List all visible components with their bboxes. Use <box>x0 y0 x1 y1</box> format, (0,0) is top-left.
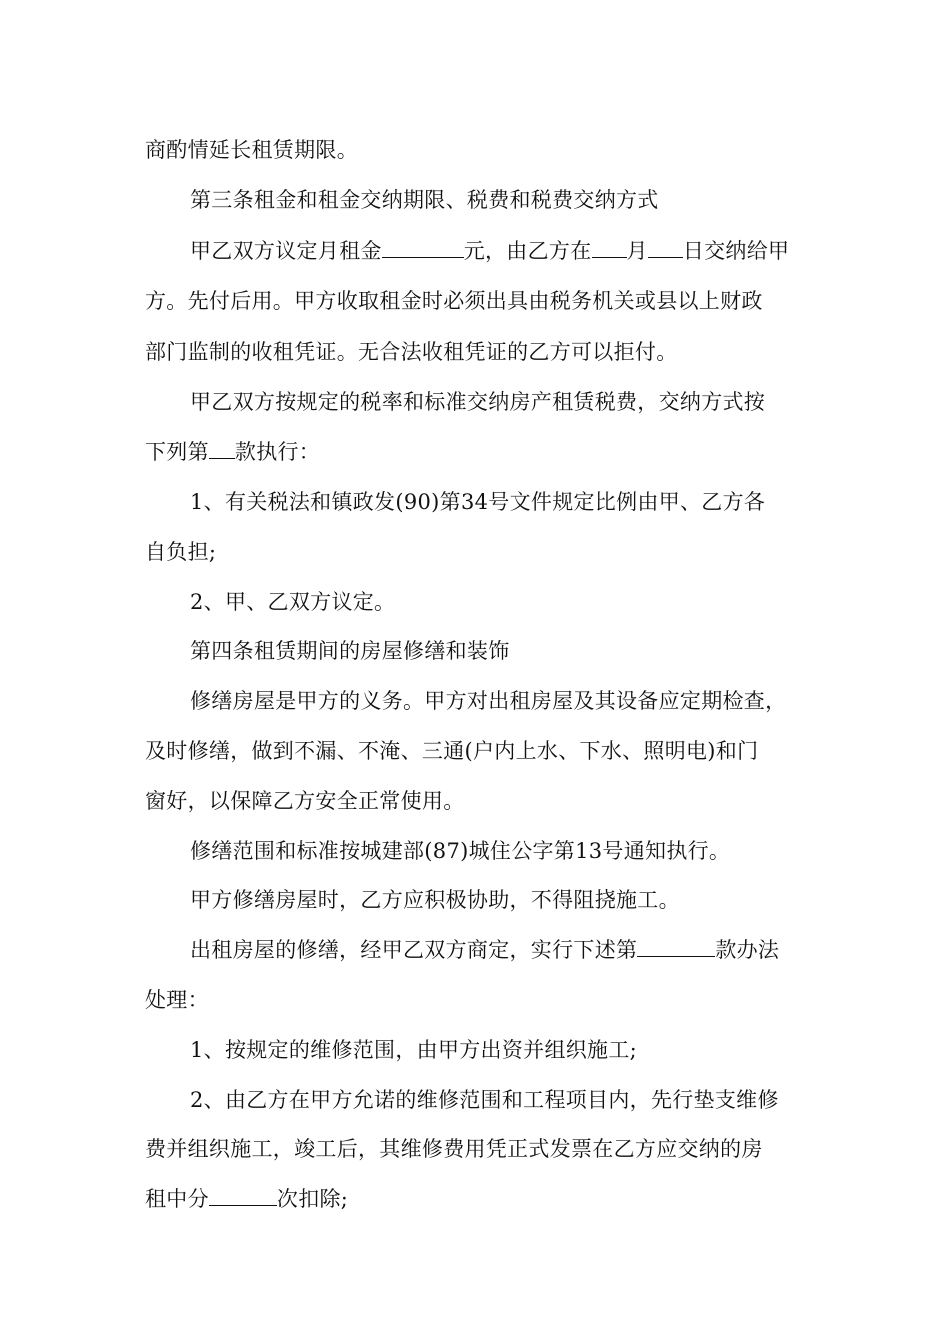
paragraph-line <box>145 1136 763 1162</box>
list-item <box>190 1087 779 1113</box>
fill-in-blank <box>637 938 715 957</box>
line-text: 2、甲、乙双方议定。 <box>190 590 396 614</box>
line-text: 部门监制的收租凭证。无合法收租凭证的乙方可以拒付。 <box>145 340 678 364</box>
paragraph-line <box>145 339 678 365</box>
paragraph-line <box>145 439 320 465</box>
fill-in-blank <box>648 239 683 258</box>
paragraph-line <box>145 788 465 814</box>
line-text: 出租房屋的修缮，经甲乙双方商定，实行下述第 <box>190 938 638 962</box>
line-text: 月 <box>626 239 648 263</box>
line-text: 甲方修缮房屋时，乙方应积极协助，不得阻挠施工。 <box>190 888 680 912</box>
line-text: 窗好，以保障乙方安全正常使用。 <box>145 789 465 813</box>
fill-in-blank <box>382 239 464 258</box>
paragraph-line <box>190 887 680 913</box>
line-text: 款办法 <box>715 938 780 962</box>
line-text: 费并组织施工，竣工后，其维修费用凭正式发票在乙方应交纳的房 <box>145 1137 763 1161</box>
fill-in-blank <box>592 239 627 258</box>
line-text: 次扣除; <box>276 1187 349 1211</box>
line-text: 下列第 <box>145 440 209 464</box>
paragraph-line <box>190 238 789 264</box>
paragraph-line <box>190 389 765 415</box>
section-heading <box>190 187 659 213</box>
heading-text: 第四条租赁期间的房屋修缮和装饰 <box>190 639 510 663</box>
heading-text: 第三条租金和租金交纳期限、税费和税费交纳方式 <box>190 188 659 212</box>
line-text: 商酌情延长租赁期限。 <box>145 138 358 162</box>
line-text: 方。先付后用。甲方收取租金时必须出具由税务机关或县以上财政 <box>145 289 763 313</box>
line-text: 甲乙双方按规定的税率和标准交纳房产租赁税费，交纳方式按 <box>190 390 766 414</box>
line-text: 日交纳给甲 <box>682 239 790 263</box>
paragraph-line <box>145 539 216 565</box>
line-text: 处理： <box>145 988 209 1012</box>
paragraph-line <box>145 288 763 314</box>
list-item <box>190 1037 637 1063</box>
line-text: 及时修缮，做到不漏、不淹、三通(户内上水、下水、照明电)和门 <box>145 739 759 763</box>
line-text: 自负担; <box>145 540 217 564</box>
line-text: 款执行： <box>234 440 321 464</box>
line-text: 1、有关税法和镇政发(90)第34号文件规定比例由甲、乙方各 <box>190 490 766 514</box>
section-heading <box>190 638 510 664</box>
paragraph-line <box>145 987 209 1013</box>
line-text: 甲乙双方议定月租金 <box>190 239 382 263</box>
fill-in-blank <box>209 1187 277 1206</box>
list-item <box>190 589 395 615</box>
paragraph-line <box>145 738 758 764</box>
line-text: 2、由乙方在甲方允诺的维修范围和工程项目内，先行垫支维修 <box>190 1088 779 1112</box>
line-text: 元，由乙方在 <box>463 239 592 263</box>
fill-in-blank <box>209 440 235 459</box>
paragraph-line <box>190 937 779 963</box>
paragraph-line <box>190 688 786 714</box>
line-text: 租中分 <box>145 1187 209 1211</box>
paragraph-line <box>190 838 730 864</box>
paragraph-line <box>145 1186 348 1212</box>
paragraph-line <box>145 137 358 163</box>
line-text: 修缮范围和标准按城建部(87)城住公字第13号通知执行。 <box>190 839 731 863</box>
line-text: 1、按规定的维修范围，由甲方出资并组织施工; <box>190 1038 638 1062</box>
line-text: 修缮房屋是甲方的义务。甲方对出租房屋及其设备应定期检查， <box>190 689 787 713</box>
list-item <box>190 489 765 515</box>
